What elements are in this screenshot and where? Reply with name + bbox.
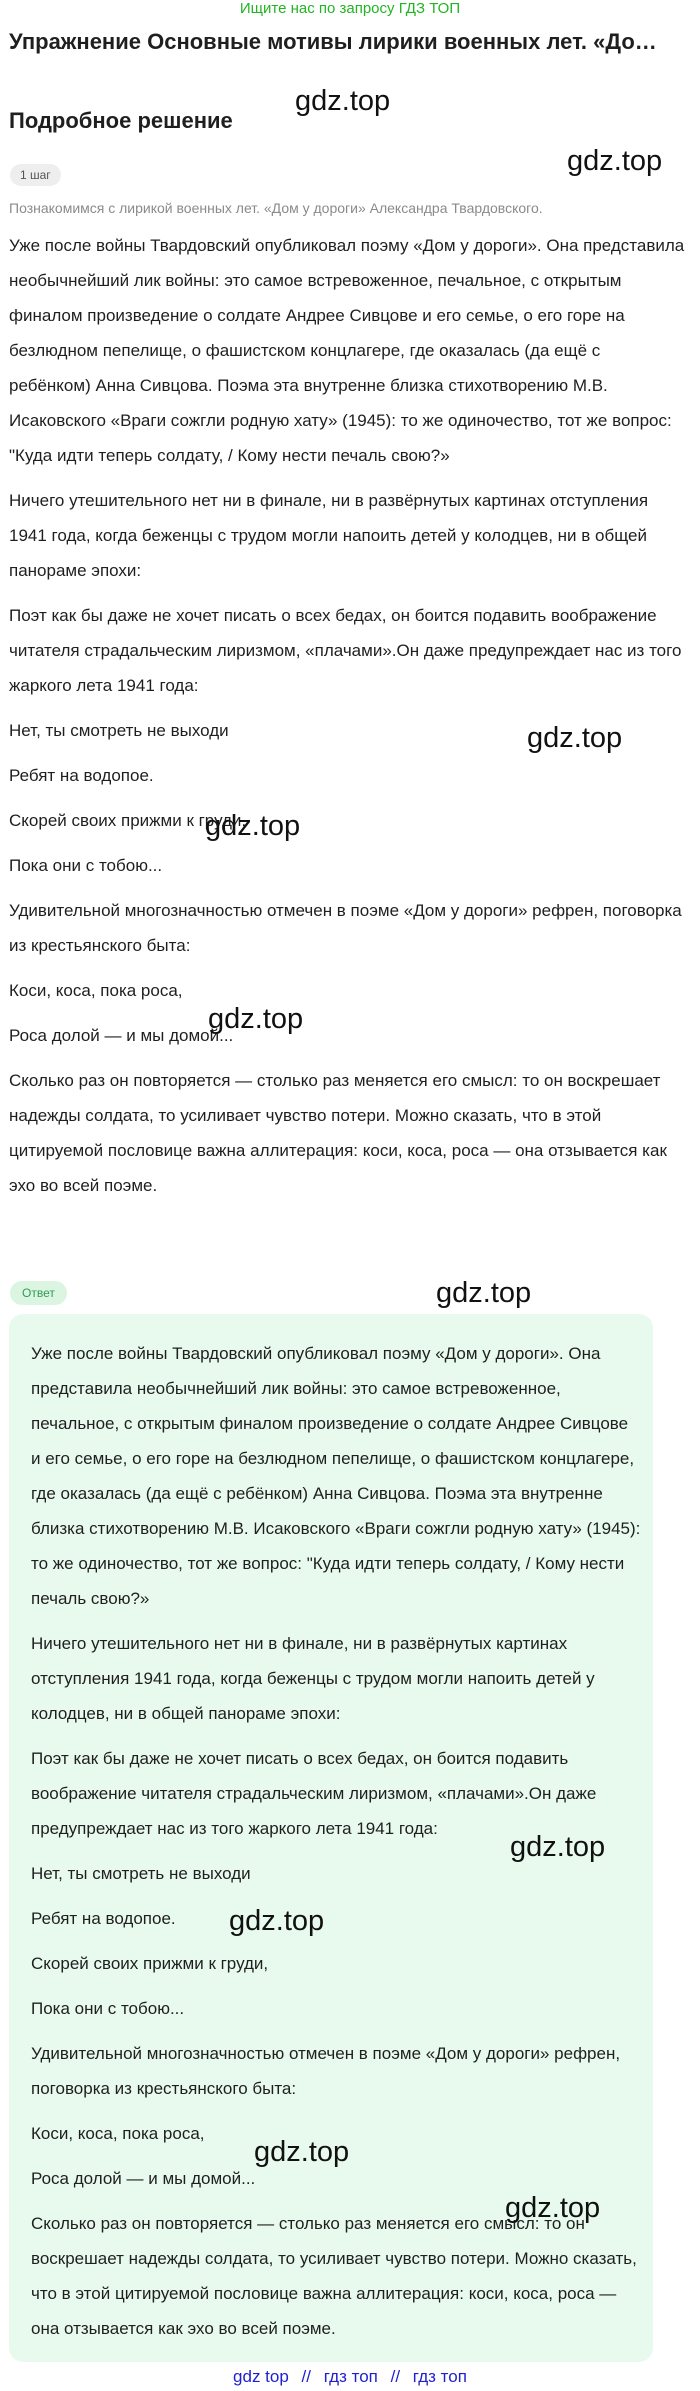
poem-line: Нет, ты смотреть не выходи (9, 721, 229, 740)
poem-line: Роса долой — и мы домой... (9, 1026, 234, 1045)
footer-link-gdz-top[interactable]: gdz top (233, 2367, 289, 2386)
solution-paragraph: Уже после войны Твардовский опубликовал поэму «Дом у дороги». Она представила необычнейший лик войны: это самое встревоженное, печальное, с открытым финалом произведение о солдате Андрее Сивцове и его семье, о его горе на безлюдном пепелище, о фашистском концлагере, где оказалась (да ещё с ребёнком) Анна Сивцова. Поэма эта внутренне близка стихотворению М.В. Исаковского «Враги сожгли родную хату» (1945): то же одиночество, тот же вопрос: "Куда идти теперь солдату, / Кому нести печаль свою?» (9, 236, 685, 465)
watermark: gdz.top (205, 810, 301, 842)
answer-badge: Ответ (10, 1281, 67, 1305)
top-banner[interactable]: Ищите нас по запросу ГДЗ ТОП (239, 0, 461, 17)
answer-poem-line: Нет, ты смотреть не выходи (31, 1864, 251, 1883)
footer-link-gdz-top-ru-2[interactable]: гдз топ (412, 2367, 467, 2386)
poem-line: Ребят на водопое. (9, 766, 154, 785)
answer-poem-line: Скорей своих прижми к груди, (31, 1954, 269, 1973)
watermark: gdz.top (229, 1905, 325, 1937)
watermark: gdz.top (567, 145, 663, 177)
intro-text: Познакомимся с лирикой военных лет. «Дом у дороги» Александра Твардовского. (9, 200, 543, 216)
watermark: gdz.top (436, 1277, 532, 1309)
footer-links (0, 2365, 700, 2391)
solution-paragraph: Поэт как бы даже не хочет писать о всех бедах, он боится подавить воображение читателя страдальческим лиризмом, «плачами».Он даже предупреждает нас из того жаркого лета 1941 года: (9, 606, 682, 695)
solution-paragraph: Сколько раз он повторяется — столько раз меняется его смысл: то он воскрешает надежды солдата, то усиливает чувство потери. Можно сказать, что в этой цитируемой пословице важна аллитерация: коси, коса, роса — она отзывается как эхо во всей поэме. (9, 1071, 667, 1195)
answer-paragraph: Поэт как бы даже не хочет писать о всех бедах, он боится подавить воображение читателя страдальческим лиризмом, «плачами».Он даже предупреждает нас из того жаркого лета 1941 года: (31, 1749, 597, 1838)
answer-poem-line: Ребят на водопое. (31, 1909, 176, 1928)
answer-poem-line: Пока они с тобою... (31, 1999, 185, 2018)
poem-line: Коси, коса, пока роса, (9, 981, 183, 1000)
answer-paragraph: Ничего утешительного нет ни в финале, ни в развёрнутых картинах отступления 1941 года, когда беженцы с трудом могли напоить детей у колодцев, ни в общей панораме эпохи: (31, 1634, 595, 1723)
watermark: gdz.top (295, 85, 391, 117)
solution-paragraph: Удивительной многозначностью отмечен в поэме «Дом у дороги» рефрен, поговорка из крестьянского быта: (9, 901, 682, 955)
footer-link-gdz-top-ru[interactable]: гдз топ (323, 2367, 378, 2386)
watermark: gdz.top (254, 2136, 350, 2168)
footer-separator: // (390, 2367, 401, 2386)
watermark: gdz.top (527, 722, 623, 754)
watermark: gdz.top (208, 1003, 304, 1035)
answer-poem-line: Коси, коса, пока роса, (31, 2124, 205, 2143)
page-title: Упражнение Основные мотивы лирики военных лет. «До… (9, 29, 657, 54)
solution-paragraph: Ничего утешительного нет ни в финале, ни в развёрнутых картинах отступления 1941 года, когда беженцы с трудом могли напоить детей у колодцев, ни в общей панораме эпохи: (9, 491, 649, 580)
answer-paragraph: Сколько раз он повторяется — столько раз меняется его смысл: то он воскрешает надежды солдата, то усиливает чувство потери. Можно сказать, что в этой цитируемой пословице важна аллитерация: коси, коса, роса — она отзывается как эхо во всей поэме. (31, 2214, 637, 2338)
section-title: Подробное решение (9, 108, 233, 133)
poem-line: Пока они с тобою... (9, 856, 163, 875)
answer-paragraph: Уже после войны Твардовский опубликовал поэму «Дом у дороги». Она представила необычнейший лик войны: это самое встревоженное, печальное, с открытым финалом произведение о солдате Андрее Сивцове и его семье, о его горе на безлюдном пепелище, о фашистском концлагере, где оказалась (да ещё с ребёнком) Анна Сивцова. Поэма эта внутренне близка стихотворению М.В. Исаковского «Враги сожгли родную хату» (1945): то же одиночество, тот же вопрос: "Куда идти теперь солдату, / Кому нести печаль свою?» (31, 1344, 641, 1608)
watermark: gdz.top (510, 1831, 606, 1863)
footer-separator: // (301, 2367, 311, 2386)
poem-line: Скорей своих прижми к груди, (9, 811, 247, 830)
answer-poem-line: Роса долой — и мы домой... (31, 2169, 256, 2188)
step-badge: 1 шаг (10, 164, 61, 186)
watermark: gdz.top (505, 2192, 601, 2224)
answer-paragraph: Удивительной многозначностью отмечен в поэме «Дом у дороги» рефрен, поговорка из крестьянского быта: (31, 2044, 621, 2098)
